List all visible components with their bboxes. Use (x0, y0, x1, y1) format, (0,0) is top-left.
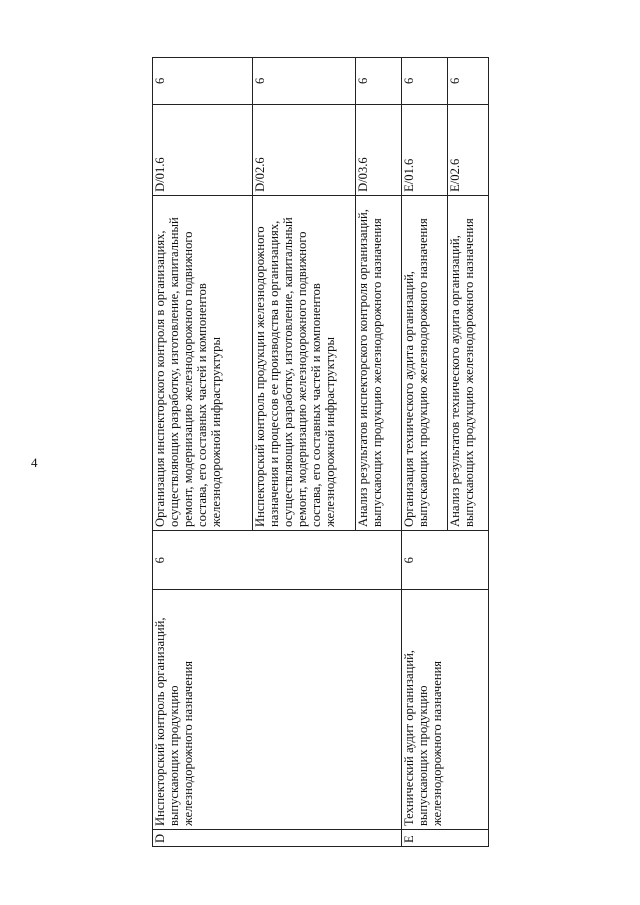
labor-function-level: 6 (356, 58, 402, 105)
labor-function-code: E/02.6 (448, 104, 489, 195)
generalized-function-code: E (402, 830, 489, 847)
labor-function-level: 6 (153, 58, 253, 105)
qualification-level: 6 (402, 531, 489, 590)
rotated-table-container (152, 57, 488, 847)
labor-function-code: D/03.6 (356, 104, 402, 195)
qualification-level: 6 (153, 531, 402, 590)
labor-function-level: 6 (402, 58, 448, 105)
labor-function-code: E/01.6 (402, 104, 448, 195)
generalized-function-code: D (153, 830, 402, 847)
labor-functions-table (152, 57, 489, 847)
labor-function-code: D/02.6 (253, 104, 356, 195)
labor-function-level: 6 (448, 58, 489, 105)
labor-function-name: Организация инспекторского контроля в организациях, осуществляющих разработку, изготовление, капитальный ремонт, модернизацию железнодорожного подвижного состава, его составных частей и компонентов железнодорожной инфраструктуры (153, 195, 253, 530)
labor-function-name: Организация технического аудита организаций, выпускающих продукцию железнодорожного назначения (402, 195, 448, 530)
page-number: 4 (31, 455, 38, 470)
labor-function-name: Анализ результатов технического аудита организаций, выпускающих продукцию железнодорожного назначения (448, 195, 489, 530)
labor-function-code: D/01.6 (153, 104, 253, 195)
table-row (402, 58, 448, 847)
labor-function-name: Анализ результатов инспекторского контроля организаций, выпускающих продукцию железнодорожного назначения (356, 195, 402, 530)
generalized-function-name: Инспекторский контроль организаций, выпускающих продукцию железнодорожного назначения (153, 590, 402, 830)
table-row (153, 58, 253, 847)
labor-function-level: 6 (253, 58, 356, 105)
labor-function-name: Инспекторский контроль продукции железнодорожного назначения и процессов ее производства в организациях, осуществляющих разработку, изготовление, капитальный ремонт, модернизацию железнодорожного подвижного состава, его составных частей и компонентов железнодорожной инфраструктуры (253, 195, 356, 530)
generalized-function-name: Технический аудит организаций, выпускающих продукцию железнодорожного назначения (402, 590, 489, 830)
